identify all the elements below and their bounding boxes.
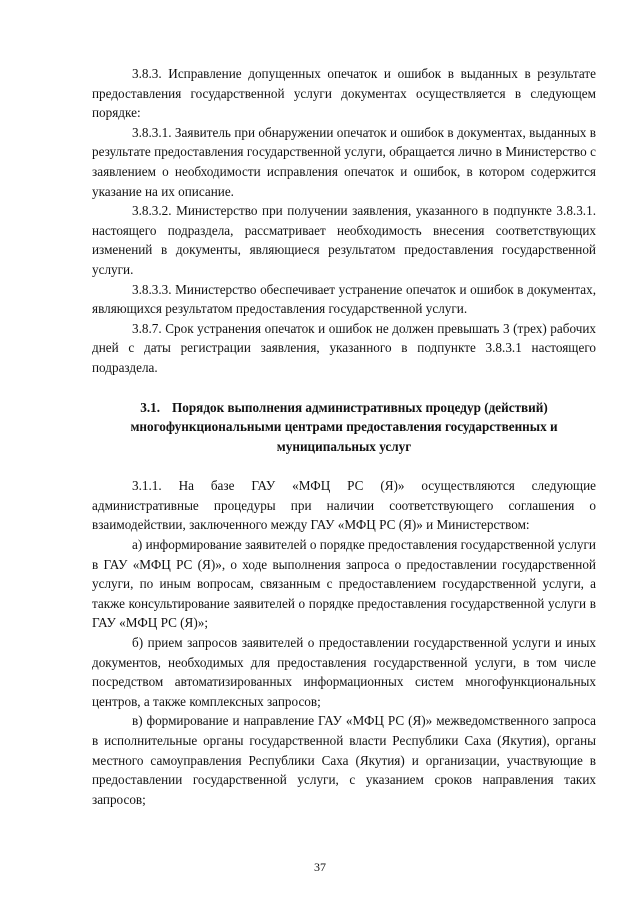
section-number: 3.1. <box>140 399 160 415</box>
paragraph-3-8-3-2: 3.8.3.2. Министерство при получении заявления, указанного в подпункте 3.8.3.1. настоящего подраздела, рассматривает необходимость внесения соответствующих изменений в документы, являющиеся результатом предоставления государственной услуги. <box>92 203 596 277</box>
list-item-v: в) формирование и направление ГАУ «МФЦ РС (Я)» межведомственного запроса в исполнительные органы государственной власти Республики Саха (Якутия), органы местного самоуправления Республики Саха (Якутия) и организации, участвующие в предоставлении государственной услуги, с указанием сроков направления таких запросов; <box>92 713 596 807</box>
paragraph-3-8-3-1: 3.8.3.1. Заявитель при обнаружении опечаток и ошибок в документах, выданных в результате предоставления государственной услуги, обращается лично в Министерство с заявлением о необходимости исправления опечаток и ошибок, в котором содержится указание на их описание. <box>92 124 596 199</box>
paragraph-3-8-7: 3.8.7. Срок устранения опечаток и ошибок не должен превышать 3 (трех) рабочих дней с даты регистрации заявления, указанного в подпункте 3.8.3.1 настоящего подраздела. <box>92 320 596 375</box>
page-content <box>92 64 596 809</box>
paragraph-3-8-3: 3.8.3. Исправление допущенных опечаток и ошибок в выданных в результате предоставления государственной услуги документах осуществляется в следующем порядке: <box>92 66 596 121</box>
list-item-a: а) информирование заявителей о порядке предоставления государственной услуги в ГАУ «МФЦ РС (Я)», о ходе выполнения запроса о предоставлении государственной услуги, по иным вопросам, связанным с предоставлением государственной услуги, а также консультирование заявителей о порядке предоставления государственной услуги в ГАУ «МФЦ РС (Я)»; <box>92 537 596 631</box>
paragraph-3-8-3-3: 3.8.3.3. Министерство обеспечивает устранение опечаток и ошибок в документах, являющихся результатом предоставления государственной услуги. <box>92 281 596 317</box>
paragraph-3-1-1: 3.1.1. На базе ГАУ «МФЦ РС (Я)» осуществляются следующие административные процедуры при наличии соответствующего соглашения о взаимодействии, заключенного между ГАУ «МФЦ РС (Я)» и Министерством: <box>92 478 596 533</box>
section-heading <box>92 398 596 457</box>
section-title: Порядок выполнения административных процедур (действий) многофункциональными центрами предоставления государственных и муниципальных услуг <box>130 399 558 454</box>
page-number: 37 <box>314 860 326 874</box>
list-item-b: б) прием запросов заявителей о предоставлении государственной услуги и иных документов, необходимых для предоставления государственной услуги, в том числе посредством автоматизированных информационных систем многофункциональных центров, а также комплексных запросов; <box>92 635 596 709</box>
